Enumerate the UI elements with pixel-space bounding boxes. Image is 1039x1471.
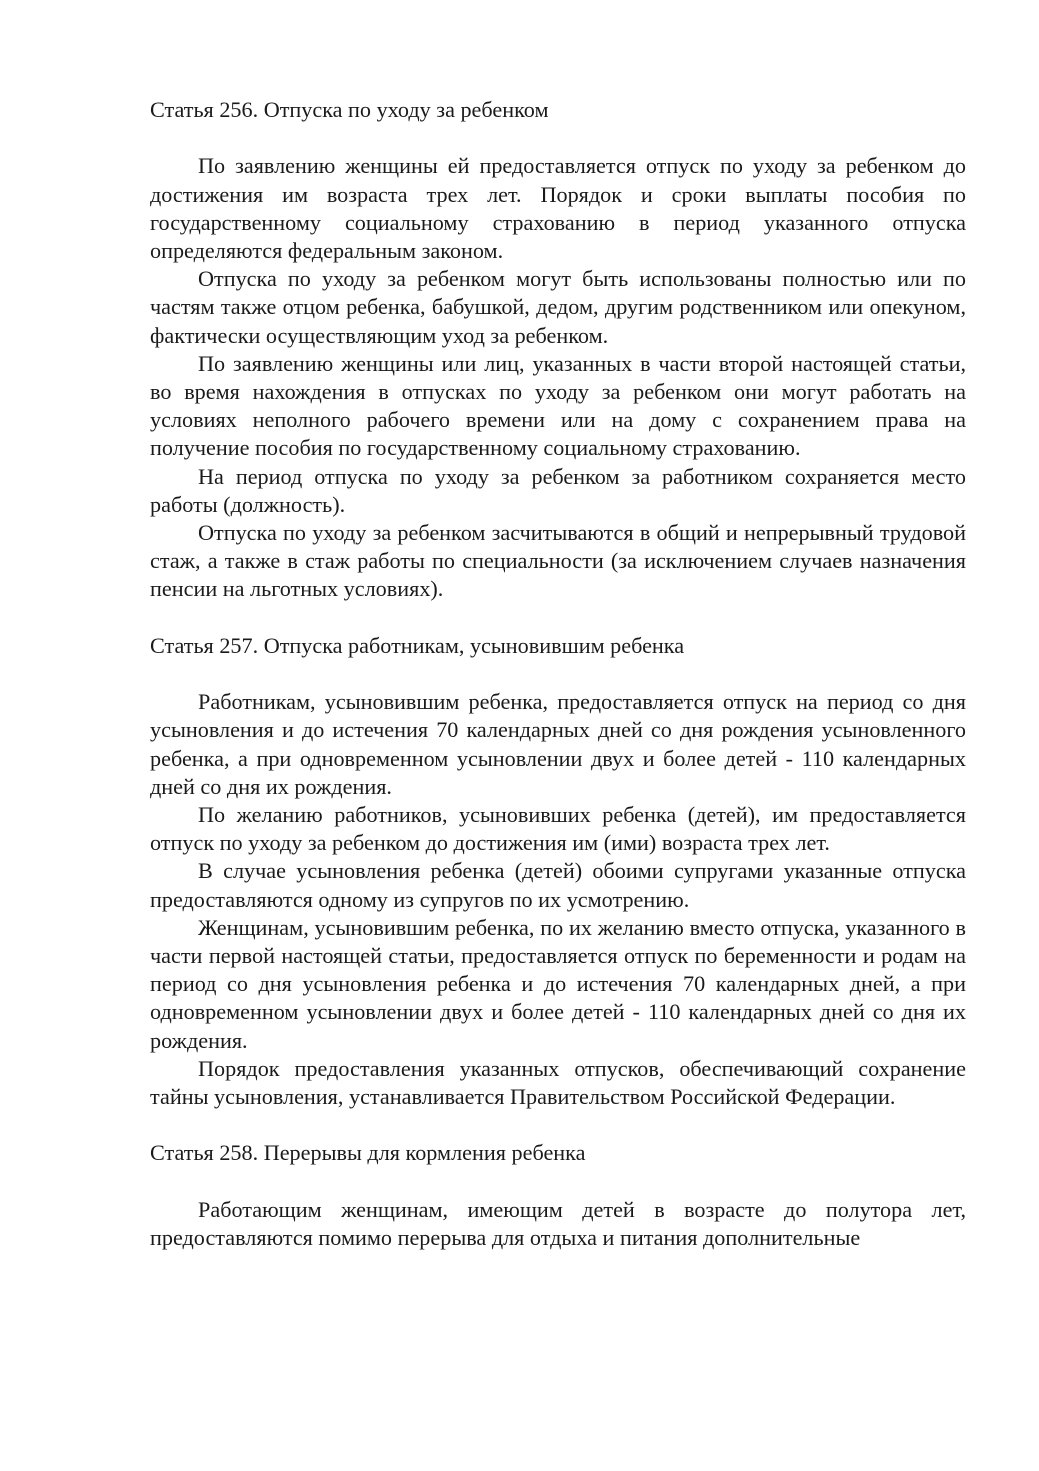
paragraph: По заявлению женщины или лиц, указанных в части второй настоящей статьи, во время нахождения в отпусках по уходу за ребенком они могут работать на условиях неполного рабочего времени или на дому с сохранением права на получение пособия по государственному социальному страхованию. <box>150 350 966 461</box>
paragraph: Порядок предоставления указанных отпусков, обеспечивающий сохранение тайны усыновления, устанавливается Правительством Российской Федерации. <box>150 1055 966 1110</box>
article-title: Статья 257. Отпуска работникам, усыновившим ребенка <box>150 632 685 658</box>
section-gap <box>150 1111 966 1139</box>
paragraph: В случае усыновления ребенка (детей) обоими супругами указанные отпуска предоставляются одному из супругов по их усмотрению. <box>150 858 966 912</box>
paragraph: Отпуска по уходу за ребенком могут быть использованы полностью или по частям также отцом ребенка, бабушкой, дедом, другим родственником или опекуном, фактически осуществляющим уход за ребенком. <box>150 266 966 348</box>
paragraph: Отпуска по уходу за ребенком засчитываются в общий и непрерывный трудовой стаж, а также в стаж работы по специальности (за исключением случаев назначения пенсии на льготных условиях). <box>150 520 966 602</box>
paragraph: Женщинам, усыновившим ребенка, по их желанию вместо отпуска, указанного в части первой настоящей статьи, предоставляется отпуск по беременности и родам на период со дня усыновления ребенка и до истечения 70 календарных дней, а при одновременном усыновлении двух и более детей - 110 календарных дней со дня их рождения. <box>150 914 966 1053</box>
article-title: Статья 256. Отпуска по уходу за ребенком <box>150 97 549 122</box>
article-257 <box>150 632 966 1111</box>
article-258 <box>150 1139 966 1252</box>
paragraph: Работникам, усыновившим ребенка, предоставляется отпуск на период со дня усыновления и до истечения 70 календарных дней со дня рождения усыновленного ребенка, а при одновременном усыновлении двух и более детей - 110 календарных дней со дня их рождения. <box>150 689 966 799</box>
article-body <box>150 1196 966 1252</box>
paragraph: По заявлению женщины ей предоставляется отпуск по уходу за ребенком до достижения им возраста трех лет. Порядок и сроки выплаты пособия по государственному социальному страхованию в период указанного отпуска определяются федеральным законом. <box>150 153 966 263</box>
article-256 <box>150 96 966 604</box>
paragraph: Работающим женщинам, имеющим детей в возрасте до полутора лет, предоставляются помимо перерыва для отдыха и питания дополнительные <box>150 1196 966 1251</box>
paragraph: По желанию работников, усыновивших ребенка (детей), им предоставляется отпуск по уходу за ребенком до достижения им (ими) возраста трех лет. <box>150 802 966 856</box>
document-page <box>150 96 966 1252</box>
article-body <box>150 152 966 603</box>
article-title: Статья 258. Перерывы для кормления ребенка <box>150 1140 586 1166</box>
section-gap <box>150 604 966 632</box>
article-body <box>150 688 966 1111</box>
paragraph: На период отпуска по уходу за ребенком за работником сохраняется место работы (должность). <box>150 463 966 517</box>
